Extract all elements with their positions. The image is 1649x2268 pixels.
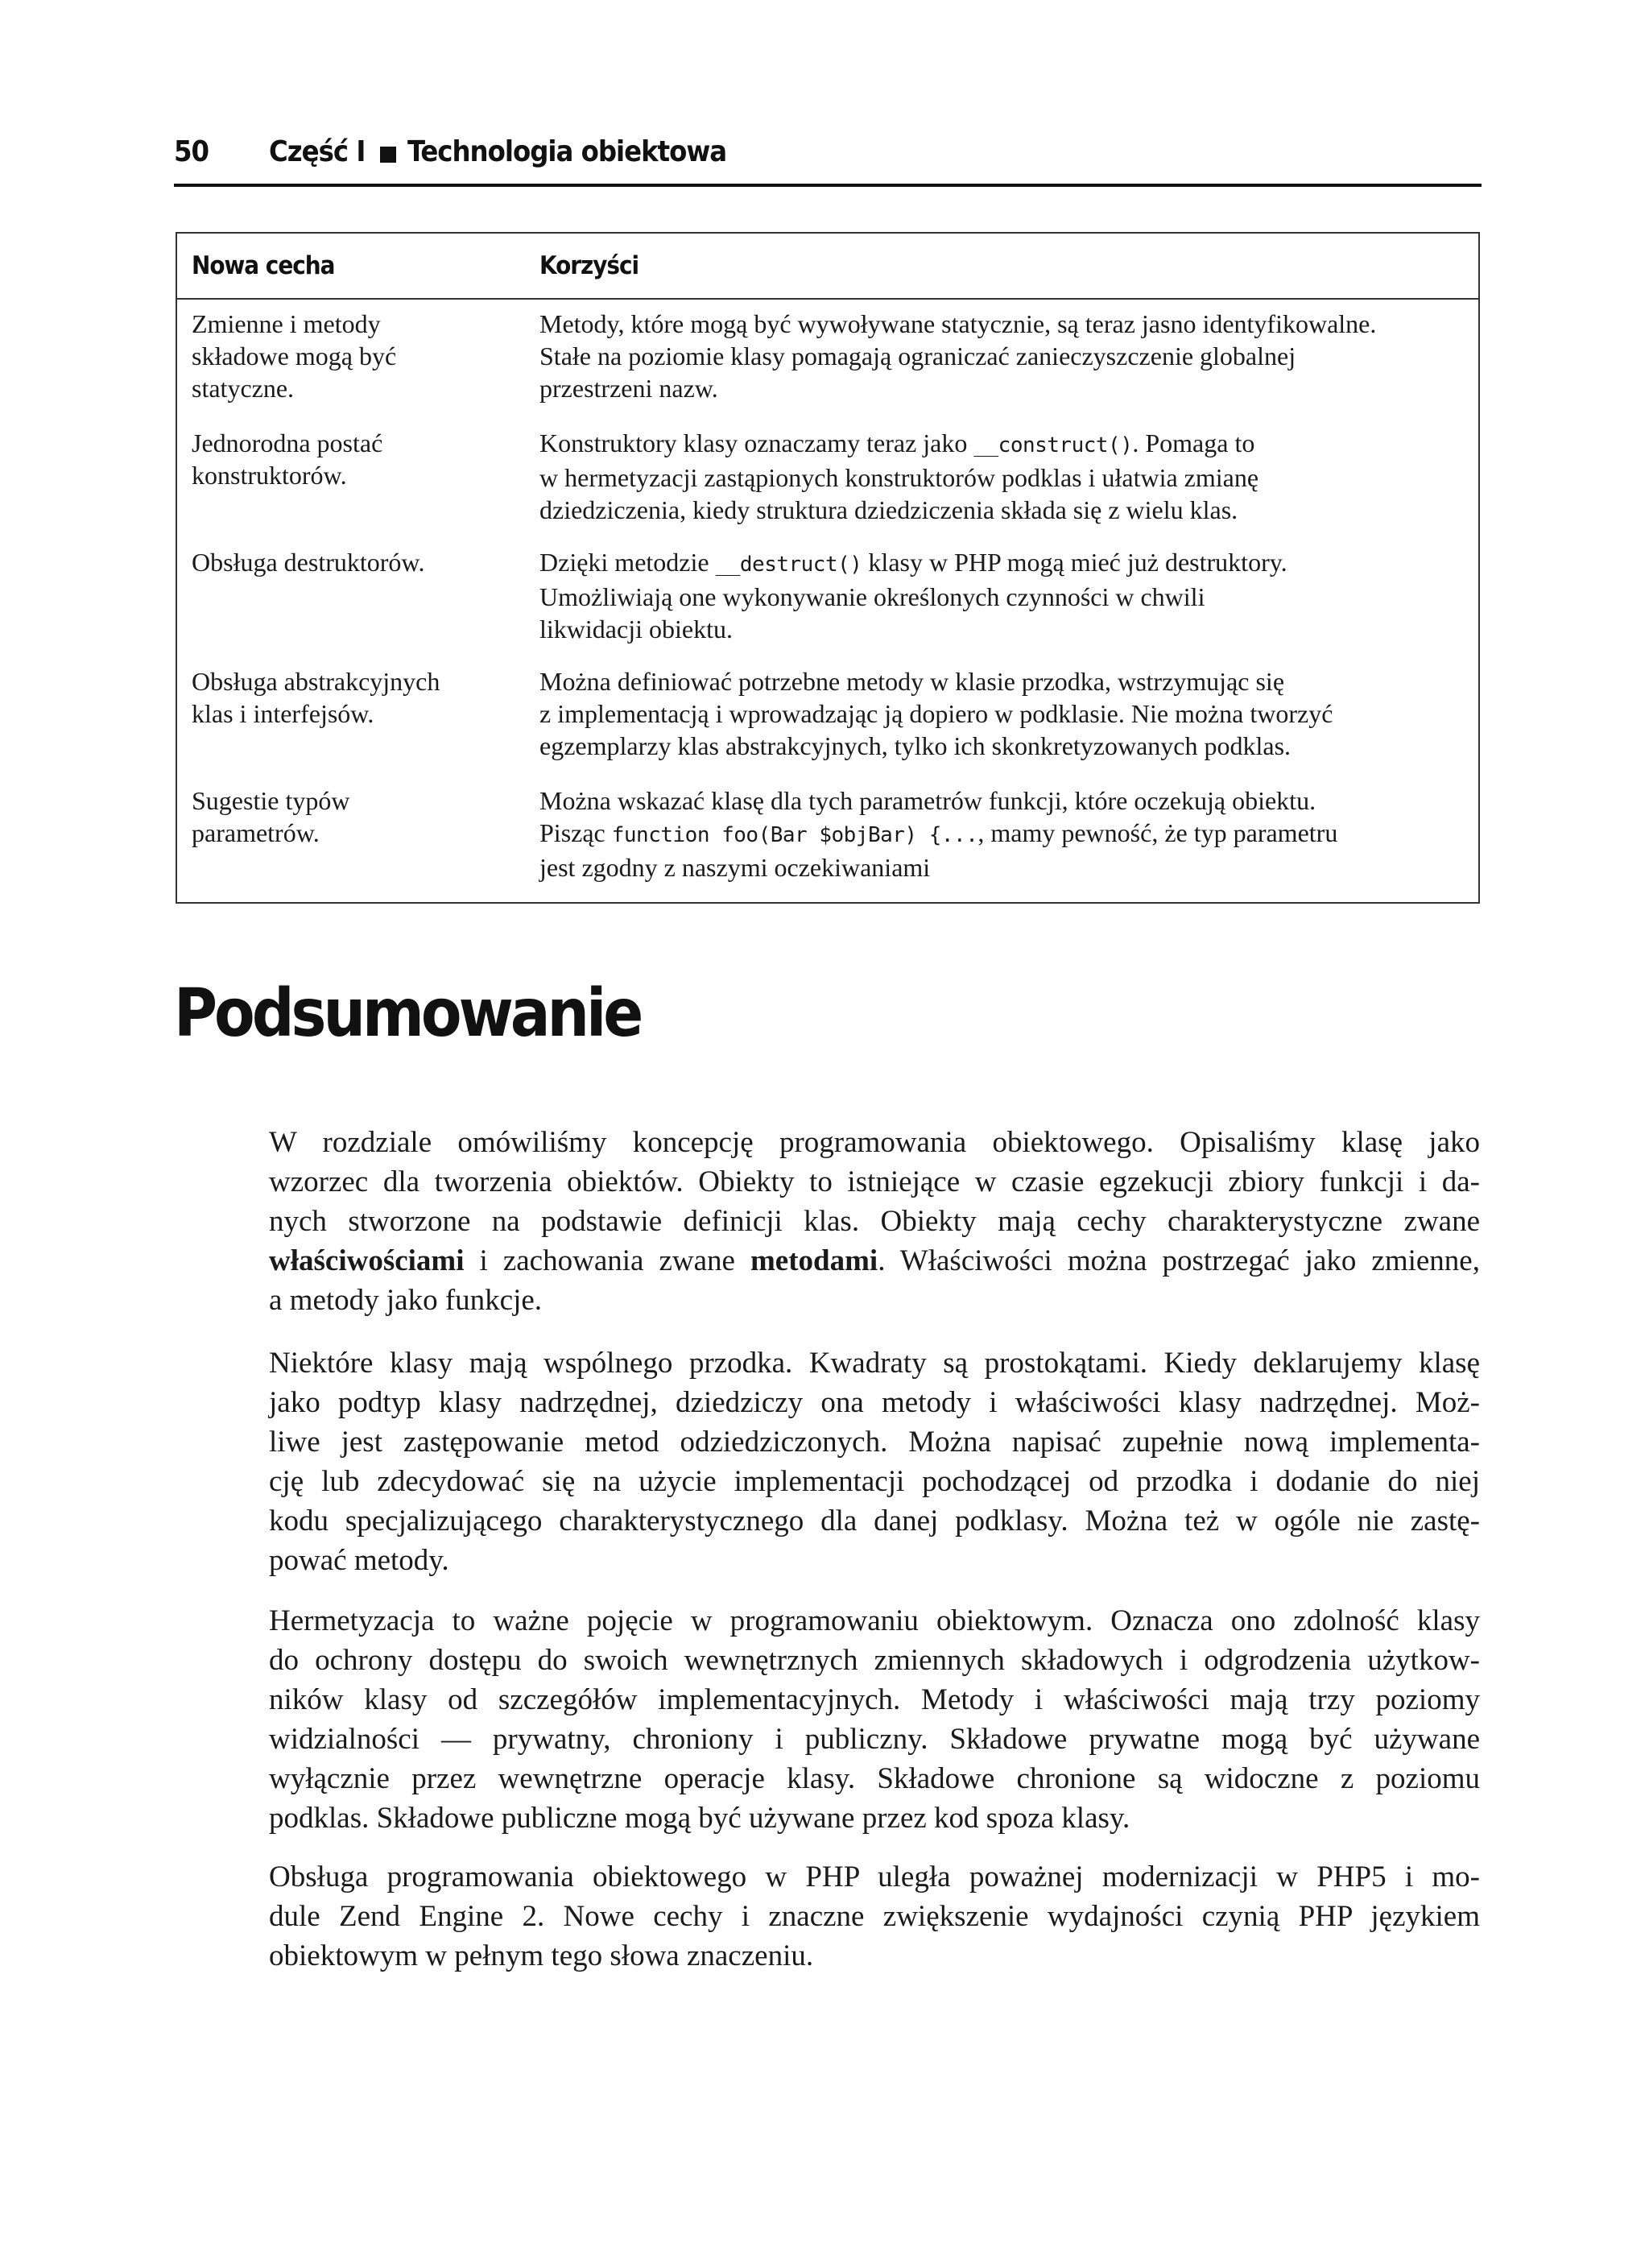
table-row-5-feature: Sugestie typów parametrów. (192, 786, 350, 847)
summary-paragraph-3: Hermetyzacja to ważne pojęcie w programowaniu obiektowym. Oznacza ono zdolność klasy do ochrony dostępu do swoich wewnętrznych zmiennych składowych i odgrodzenia użytkow- ników klasy od szczegółów implementacyjnych. Metody i właściwości mają trzy poziomy widzialności — prywatny, chroniony i publiczny. Składowe prywatne mogą być używane wyłącznie przez wewnętrzne operacje klasy. Składowe chronione są widoczne z poziomu podklas. Składowe publiczne mogą być używane przez kod spoza klasy. (269, 1604, 1480, 1835)
table-header-benefit: Korzyści (539, 251, 639, 280)
table-header-divider (177, 298, 1478, 300)
construct-code: __construct() (973, 433, 1133, 457)
running-header (174, 135, 1482, 187)
table-row-5-benefit: Można wskazać klasę dla tych parametrów funkcji, które oczekują obiektu. Pisząc function foo(Bar $objBar) {..., mamy pewność, że typ parametru jest zgodny z naszymi oczekiwaniami (539, 786, 1338, 882)
chapter-title: Technologia obiektowa (407, 135, 727, 168)
section-title: Podsumowanie (174, 975, 641, 1052)
term-properties: właściwościami (269, 1244, 465, 1277)
table-row-2-feature: Jednorodna postać konstruktorów. (192, 428, 383, 490)
table-row-3-feature: Obsługa destruktorów. (192, 548, 425, 577)
function-signature-code: function foo(Bar $objBar) {... (611, 823, 978, 847)
features-table (176, 232, 1480, 904)
table-row-4-feature: Obsługa abstrakcyjnych klas i interfejsów. (192, 667, 440, 728)
table-header-feature: Nowa cecha (192, 251, 335, 280)
summary-paragraph-4: Obsługa programowania obiektowego w PHP uległa poważnej modernizacji w PHP5 i mo- dule Zend Engine 2. Nowe cechy i znaczne zwiększenie wydajności czynią PHP językiem obiektowym w pełnym tego słowa znaczeniu. (269, 1860, 1480, 1972)
term-methods: metodami (750, 1244, 878, 1277)
summary-paragraph-1: W rozdziale omówiliśmy koncepcję programowania obiektowego. Opisaliśmy klasę jako wzorzec dla tworzenia obiektów. Obiekty to istniejące w czasie egzekucji zbiory funkcji i da- nych stworzone na podstawie definicji klas. Obiekty mają cechy charakterystyczne zwane właściwościami i zachowania zwane metodami. Właściwości można postrzegać jako zmienne, a metody jako funkcje. (269, 1126, 1480, 1317)
page-number: 50 (174, 135, 209, 168)
table-row-4-benefit: Można definiować potrzebne metody w klasie przodka, wstrzymując się z implementacją i wprowadzając ją dopiero w podklasie. Nie można tworzyć egzemplarzy klas abstrakcyjnych, tylko ich skonkretyzowanych podklas. (539, 667, 1333, 760)
table-row-1-benefit: Metody, które mogą być wywoływane statycznie, są teraz jasno identyfikowalne. Stałe na poziomie klasy pomagają ograniczać zanieczyszczenie globalnej przestrzeni nazw. (539, 309, 1377, 403)
table-row-2-benefit: Konstruktory klasy oznaczamy teraz jako __construct(). Pomaga to w hermetyzacji zastąpionych konstruktorów podklas i ułatwia zmianę dziedziczenia, kiedy struktura dziedziczenia składa się z wielu klas. (539, 428, 1259, 524)
destruct-code: __destruct() (715, 553, 862, 577)
summary-paragraph-2: Niektóre klasy mają wspólnego przodka. Kwadraty są prostokątami. Kiedy deklarujemy klasę jako podtyp klasy nadrzędnej, dziedziczy ona metody i właściwości klasy nadrzędnej. Moż- liwe jest zastępowanie metod odziedziczonych. Można napisać zupełnie nową implementa- cję lub zdecydować się na użycie implementacji pochodzącej od przodka i dodanie do niej kodu specjalizującego charakterystycznego dla danej podklasy. Można też w ogóle nie zastę- pować metody. (269, 1347, 1480, 1577)
table-row-3-benefit: Dzięki metodzie __destruct() klasy w PHP mogą mieć już destruktory. Umożliwiają one wykonywanie określonych czynności w chwili likwidacji obiektu. (539, 548, 1287, 644)
part-label: Część I (269, 135, 366, 168)
table-row-1-feature: Zmienne i metody składowe mogą być statyczne. (192, 309, 397, 403)
square-bullet-icon (380, 147, 396, 163)
